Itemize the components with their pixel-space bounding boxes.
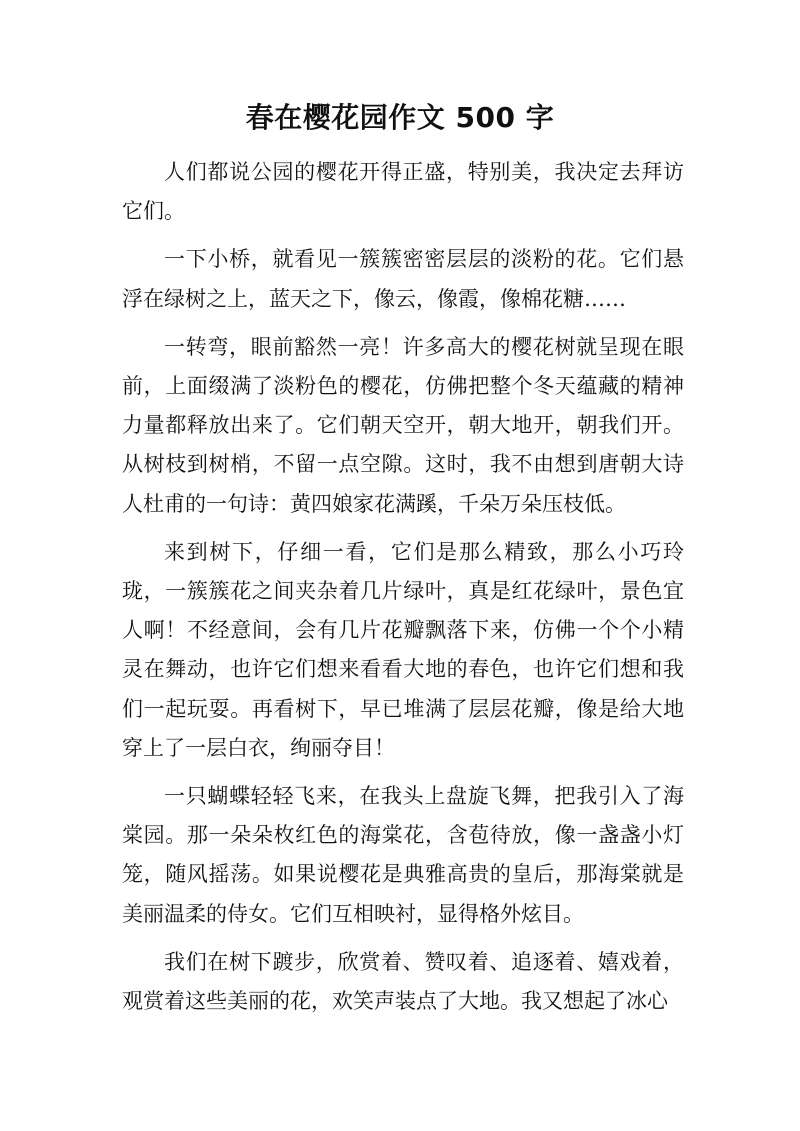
document-title: 春在樱花园作文 500 字 — [245, 101, 555, 134]
paragraph-3: 一转弯，眼前豁然一亮！许多高大的樱花树就呈现在眼前，上面缀满了淡粉色的樱花，仿佛把整个冬天蕴藏的精神力量都释放出来了。它们朝天空开，朝大地开，朝我们开。从树枝到树梢，不留一点空隙。这时，我不由想到唐朝大诗人杜甫的一句诗：黄四娘家花满蹊，千朵万朵压枝低。 — [122, 334, 684, 516]
paragraph-1: 人们都说公园的樱花开得正盛，特别美，我决定去拜访它们。 — [122, 160, 684, 224]
document-body — [122, 153, 684, 1030]
paragraph-6: 我们在树下踱步，欣赏着、赞叹着、追逐着、嬉戏着，观赏着这些美丽的花，欢笑声装点了大地。我又想起了冰心 — [122, 949, 684, 1014]
paragraph-2: 一下小桥，就看见一簇簇密密层层的淡粉的花。它们悬浮在绿树之上，蓝天之下，像云，像霞，像棉花糖…… — [122, 247, 684, 311]
paragraph-4: 来到树下，仔细一看，它们是那么精致，那么小巧玲珑，一簇簇花之间夹杂着几片绿叶，真是红花绿叶，景色宜人啊！不经意间，会有几片花瓣飘落下来，仿佛一个个小精灵在舞动，也许它们想来看看大地的春色，也许它们想和我们一起玩耍。再看树下，早已堆满了层层花瓣，像是给大地穿上了一层白衣，绚丽夺目！ — [122, 539, 684, 760]
paragraph-5: 一只蝴蝶轻轻飞来，在我头上盘旋飞舞，把我引入了海棠园。那一朵朵枚红色的海棠花，含苞待放，像一盏盏小灯笼，随风摇荡。如果说樱花是典雅高贵的皇后，那海棠就是美丽温柔的侍女。它们互相映衬，显得格外炫目。 — [122, 784, 684, 926]
